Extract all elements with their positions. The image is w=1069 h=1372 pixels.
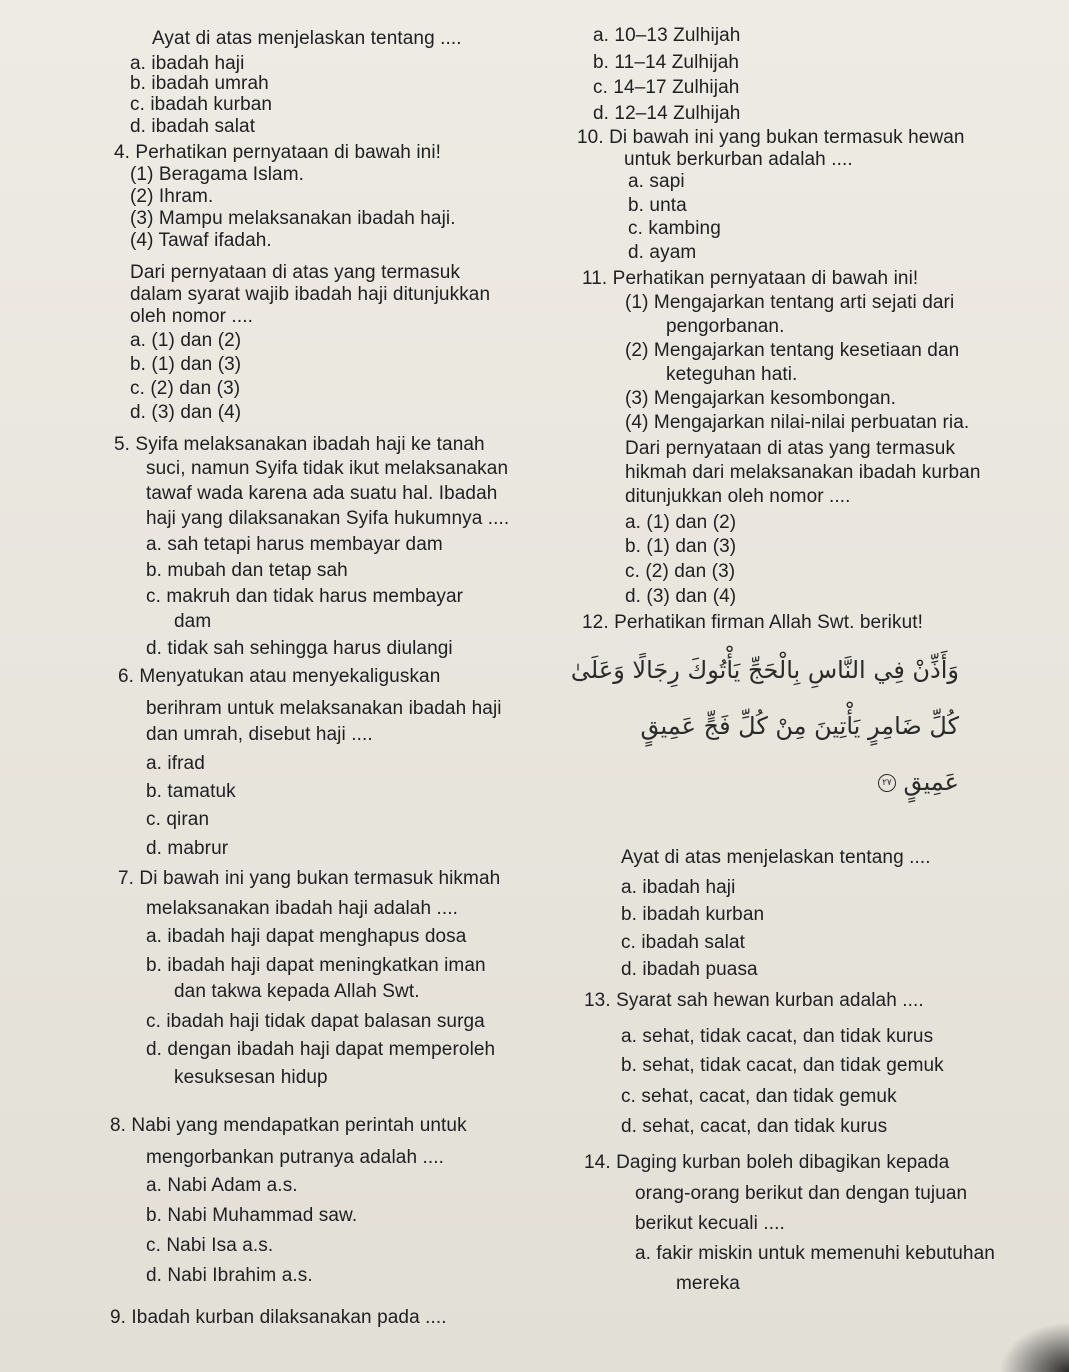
left-column-line: b. Nabi Muhammad saw. <box>146 1205 358 1226</box>
left-column-line: dalam syarat wajib ibadah haji ditunjukkan <box>130 284 491 305</box>
left-column-line: d. mabrur <box>146 838 229 859</box>
right-column-line: b. 11–14 Zulhijah <box>593 52 740 73</box>
right-column-line: 10. Di bawah ini yang bukan termasuk hewan <box>577 127 965 148</box>
left-column-line: (2) Ihram. <box>130 186 214 207</box>
left-column-line: c. ibadah kurban <box>130 94 273 115</box>
left-column-line: c. qiran <box>146 809 210 830</box>
left-column-line: dan umrah, disebut haji .... <box>146 724 373 745</box>
left-column-line: b. (1) dan (3) <box>130 354 242 375</box>
right-column-line: a. sapi <box>628 171 685 192</box>
right-column-line: (1) Mengajarkan tentang arti sejati dari <box>625 292 955 313</box>
left-column-line: a. ifrad <box>146 753 205 774</box>
left-column-line: d. dengan ibadah haji dapat memperoleh <box>146 1039 496 1060</box>
right-column-line: c. 14–17 Zulhijah <box>593 77 740 98</box>
right-column-line: orang-orang berikut dan dengan tujuan <box>635 1183 968 1204</box>
left-column-line: 7. Di bawah ini yang bukan termasuk hikmah <box>118 868 501 889</box>
right-column-line: untuk berkurban adalah .... <box>624 149 853 170</box>
left-column-line: tawaf wada karena ada suatu hal. Ibadah <box>146 483 498 504</box>
right-column-line: a. 10–13 Zulhijah <box>593 25 741 46</box>
right-column-line: (3) Mengajarkan kesombongan. <box>625 388 897 409</box>
left-column-line: a. (1) dan (2) <box>130 330 242 351</box>
left-column-line: a. Nabi Adam a.s. <box>146 1175 298 1196</box>
right-column-line: c. kambing <box>628 218 721 239</box>
left-column-line: b. ibadah haji dapat meningkatkan iman <box>146 955 486 976</box>
left-column-line: a. ibadah haji <box>130 53 245 74</box>
left-column-line: dam <box>174 611 212 632</box>
right-column-line: hikmah dari melaksanakan ibadah kurban <box>625 462 981 483</box>
right-column-line: a. (1) dan (2) <box>625 512 737 533</box>
left-column-line: berihram untuk melaksanakan ibadah haji <box>146 698 502 719</box>
left-column-line: (3) Mampu melaksanakan ibadah haji. <box>130 208 456 229</box>
left-column-line: haji yang dilaksanakan Syifa hukumnya .... <box>146 508 510 529</box>
right-column-line: 13. Syarat sah hewan kurban adalah .... <box>584 990 924 1011</box>
left-column-line: mengorbankan putranya adalah .... <box>146 1147 445 1168</box>
right-column-line: d. (3) dan (4) <box>625 586 737 607</box>
left-column-line: 8. Nabi yang mendapatkan perintah untuk <box>110 1115 467 1136</box>
right-column-line: a. fakir miskin untuk memenuhi kebutuhan <box>635 1243 995 1264</box>
left-column-line: b. tamatuk <box>146 781 236 802</box>
right-column-line: 14. Daging kurban boleh dibagikan kepada <box>584 1152 950 1173</box>
left-column-line: a. sah tetapi harus membayar dam <box>146 534 443 555</box>
left-column-line: c. makruh dan tidak harus membayar <box>146 586 464 607</box>
left-column-line: Ayat di atas menjelaskan tentang .... <box>152 28 462 49</box>
right-column-line: (2) Mengajarkan tentang kesetiaan dan <box>625 340 960 361</box>
left-column-line: 4. Perhatikan pernyataan di bawah ini! <box>114 142 442 163</box>
page-corner-shadow <box>999 1322 1069 1372</box>
left-column-line: dan takwa kepada Allah Swt. <box>174 981 420 1002</box>
right-column-line: Ayat di atas menjelaskan tentang .... <box>621 847 931 868</box>
right-column-line: 12. Perhatikan firman Allah Swt. berikut! <box>582 612 923 633</box>
arabic-verse-line-2: كُلِّ ضَامِرٍ يَأْتِينَ مِنْ كُلِّ فَجٍّ عَمِيقٍ <box>640 712 959 740</box>
left-column-line: oleh nomor .... <box>130 306 253 327</box>
right-column-line: c. (2) dan (3) <box>625 561 736 582</box>
left-column-line: b. mubah dan tetap sah <box>146 560 348 581</box>
left-column-line: d. Nabi Ibrahim a.s. <box>146 1265 313 1286</box>
right-column-line: a. ibadah haji <box>621 877 736 898</box>
left-column-line: kesuksesan hidup <box>174 1067 328 1088</box>
left-column-line: 5. Syifa melaksanakan ibadah haji ke tanah <box>114 434 485 455</box>
right-column-line: pengorbanan. <box>666 316 785 337</box>
left-column-line: a. ibadah haji dapat menghapus dosa <box>146 926 467 947</box>
right-column-line: d. sehat, cacat, dan tidak kurus <box>621 1116 888 1137</box>
left-column-line: c. ibadah haji tidak dapat balasan surga <box>146 1011 485 1032</box>
left-column-line: suci, namun Syifa tidak ikut melaksanakan <box>146 458 509 479</box>
left-column-line: d. ibadah salat <box>130 116 256 137</box>
left-column-line: b. ibadah umrah <box>130 73 269 94</box>
right-column-line: c. ibadah salat <box>621 932 746 953</box>
right-column-line: b. unta <box>628 195 687 216</box>
left-column-line: d. (3) dan (4) <box>130 402 242 423</box>
right-column-line: ditunjukkan oleh nomor .... <box>625 486 851 507</box>
left-column-line: 6. Menyatukan atau menyekaliguskan <box>118 666 441 687</box>
left-column-line: d. tidak sah sehingga harus diulangi <box>146 638 453 659</box>
arabic-verse-line-3 <box>874 768 959 796</box>
right-column-line: b. ibadah kurban <box>621 904 765 925</box>
left-column-line: 9. Ibadah kurban dilaksanakan pada .... <box>110 1307 447 1328</box>
right-column-line: mereka <box>676 1273 740 1294</box>
left-column-line: Dari pernyataan di atas yang termasuk <box>130 262 461 283</box>
left-column-line: c. (2) dan (3) <box>130 378 241 399</box>
ayah-number-mark: ٢٧ <box>878 774 896 792</box>
arabic-verse-line-1: وَأَذِّنْ فِي النَّاسِ بِالْحَجِّ يَأْتُوكَ رِجَالًا وَعَلَىٰ <box>570 656 959 684</box>
arabic-verse-end: عَمِيقٍ <box>903 768 959 796</box>
left-column-line: (4) Tawaf ifadah. <box>130 230 272 251</box>
right-column-line: keteguhan hati. <box>666 364 798 385</box>
left-column-line: c. Nabi Isa a.s. <box>146 1235 274 1256</box>
right-column-line: b. sehat, tidak cacat, dan tidak gemuk <box>621 1055 944 1076</box>
right-column-line: d. ayam <box>628 242 697 263</box>
right-column-line: 11. Perhatikan pernyataan di bawah ini! <box>582 268 919 289</box>
left-column-line: (1) Beragama Islam. <box>130 164 305 185</box>
left-column-line: melaksanakan ibadah haji adalah .... <box>146 898 459 919</box>
right-column-line: berikut kecuali .... <box>635 1213 785 1234</box>
right-column-line: (4) Mengajarkan nilai-nilai perbuatan ria. <box>625 412 970 433</box>
right-column-line: c. sehat, cacat, dan tidak gemuk <box>621 1086 897 1107</box>
right-column-line: a. sehat, tidak cacat, dan tidak kurus <box>621 1026 934 1047</box>
right-column-line: Dari pernyataan di atas yang termasuk <box>625 438 956 459</box>
right-column-line: d. 12–14 Zulhijah <box>593 103 741 124</box>
right-column-line: b. (1) dan (3) <box>625 536 737 557</box>
right-column-line: d. ibadah puasa <box>621 959 758 980</box>
